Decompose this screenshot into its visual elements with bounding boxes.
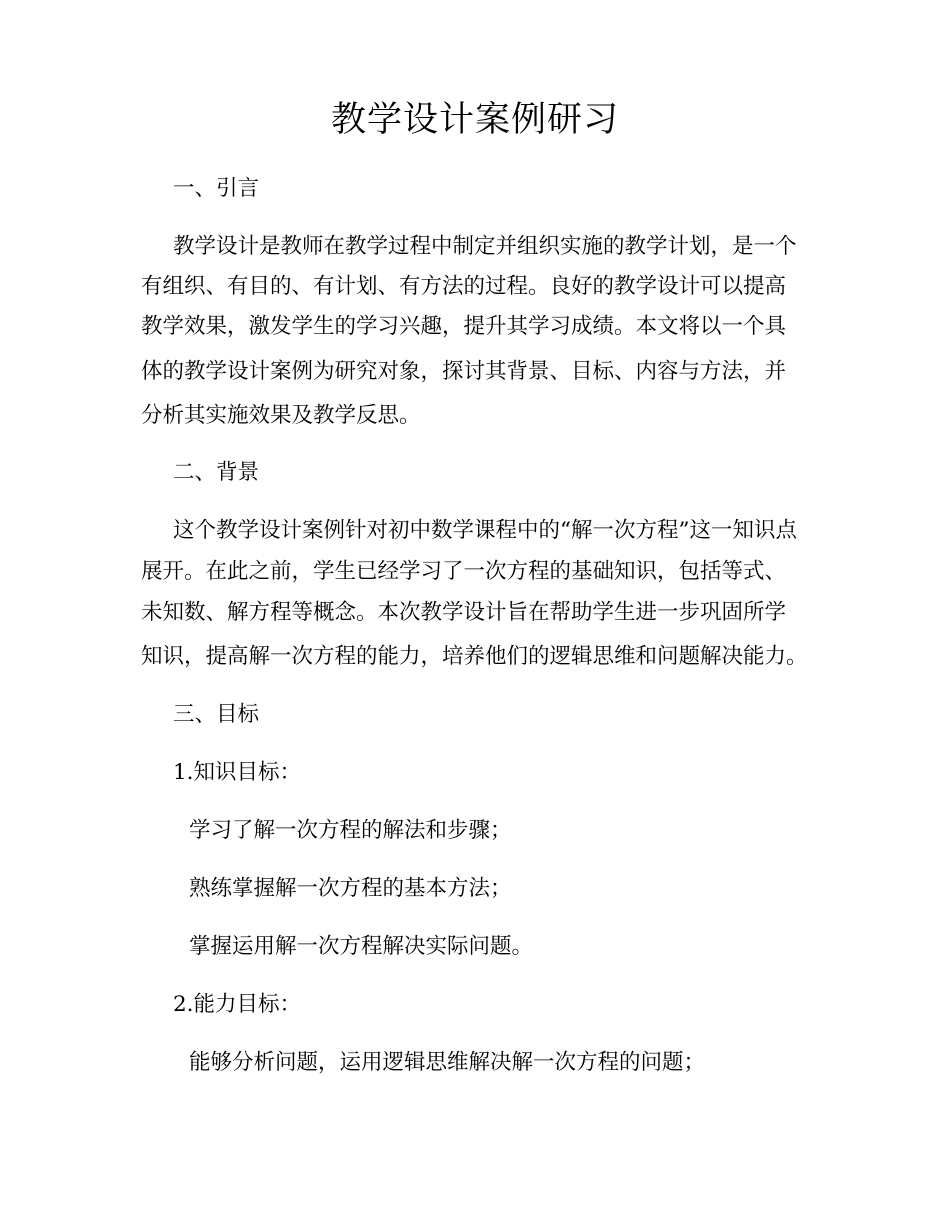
goal-item: 掌握运用解一次方程解决实际问题。 [189,934,534,959]
paragraph-line: 体的教学设计案例为研究对象，探讨其背景、目标、内容与方法，并 [141,359,787,384]
paragraph-line: 分析其实施效果及教学反思。 [141,403,421,428]
section-heading-goals: 三、目标 [173,702,260,727]
section-heading-background: 二、背景 [173,460,260,485]
paragraph-line: 有组织、有目的、有计划、有方法的过程。良好的教学设计可以提高 [141,274,787,299]
document-title: 教学设计案例研习 [330,100,619,140]
section-heading-introduction: 一、引言 [173,176,260,201]
goal-item: 能够分析问题，运用逻辑思维解决解一次方程的问题； [189,1050,706,1075]
paragraph-line: 这个教学设计案例针对初中数学课程中的“解一次方程”这一知识点 [173,518,797,543]
subsection-label-ability: 2.能力目标： [173,992,302,1017]
goal-item: 学习了解一次方程的解法和步骤； [189,818,512,843]
paragraph-line: 教学设计是教师在教学过程中制定并组织实施的教学计划，是一个 [173,234,797,259]
paragraph-line: 展开。在此之前，学生已经学习了一次方程的基础知识，包括等式、 [141,559,787,584]
paragraph-line: 未知数、解方程等概念。本次教学设计旨在帮助学生进一步巩固所学 [141,600,787,625]
paragraph-line: 教学效果，激发学生的学习兴趣，提升其学习成绩。本文将以一个具 [141,314,787,339]
goal-item: 熟练掌握解一次方程的基本方法； [189,876,512,901]
subsection-label-knowledge: 1.知识目标： [173,760,302,785]
paragraph-line: 知识，提高解一次方程的能力，培养他们的逻辑思维和问题解决能力。 [141,644,808,669]
